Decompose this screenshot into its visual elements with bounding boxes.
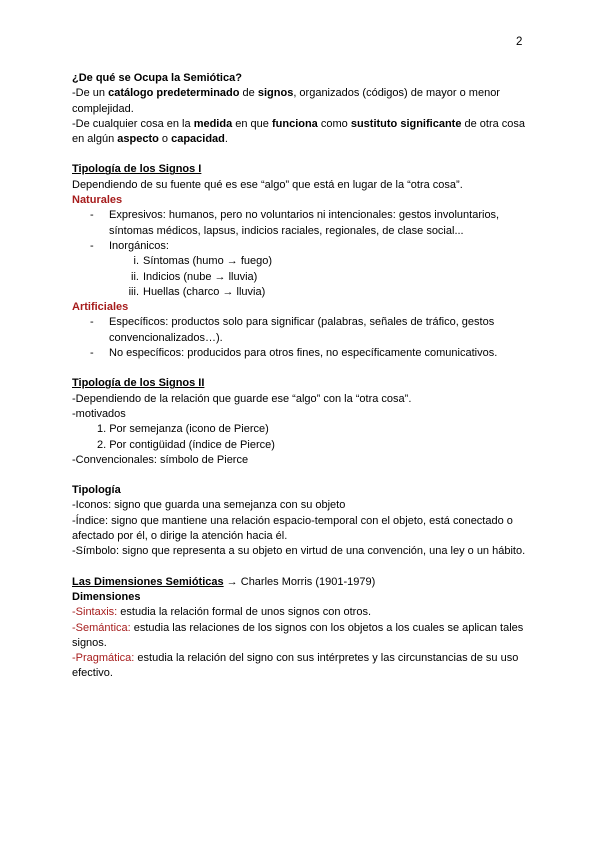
- page-number: 2: [516, 36, 523, 48]
- paragraph-iconos: -Iconos: signo que guarda una semejanza con su objeto: [72, 499, 346, 512]
- section-title-dimensiones-semioticas: Las Dimensiones Semióticas → Charles Morris (1901-1979): [72, 575, 376, 588]
- section-title-tipologia: Tipología: [72, 484, 121, 497]
- list-item: iii. Huellas (charco → lluvia): [128, 285, 266, 298]
- list-item: - Específicos: productos solo para significar (palabras, señales de tráfico, gestos convencionalizados…).: [90, 316, 495, 344]
- paragraph-tipologia-1-intro: Dependiendo de su fuente qué es ese “algo” que está en lugar de la “otra cosa”.: [72, 178, 463, 191]
- paragraph-pragmatica: -Pragmática: estudia la relación del signo con sus intérpretes y las circunstancias de su uso efectivo.: [72, 652, 519, 680]
- paragraph-semantica: -Semántica: estudia las relaciones de los signos con los objetos a los cuales se aplican tales signos.: [72, 621, 524, 649]
- paragraph-catalogo: -De un catálogo predeterminado de signos, organizados (códigos) de mayor o menor complejidad.: [72, 87, 500, 115]
- list-item: - Expresivos: humanos, pero no voluntarios ni intencionales: gestos involuntarios, síntomas médicos, lapsus, indicios raciales, regionales, de clase social...: [90, 209, 500, 237]
- paragraph-sintaxis: -Sintaxis: estudia la relación formal de unos signos con otros.: [72, 606, 372, 619]
- subheading-dimensiones: Dimensiones: [72, 590, 141, 603]
- section-title-semiotica: ¿De qué se Ocupa la Semiótica?: [72, 72, 242, 84]
- paragraph-simbolo: -Símbolo: signo que representa a su objeto en virtud de una convención, una ley o un hábito.: [72, 545, 526, 558]
- paragraph-cualquier-cosa: -De cualquier cosa en la medida en que funciona como sustituto significante de otra cosa en algún aspecto o capacidad.: [72, 117, 526, 146]
- subheading-artificiales: Artificiales: [72, 301, 129, 314]
- document-body: [72, 71, 528, 682]
- list-item: i. Síntomas (humo → fuego): [133, 255, 273, 268]
- list-item: ii. Indicios (nube → lluvia): [131, 270, 258, 283]
- naturales-list: [72, 208, 528, 254]
- list-item: - Inorgánicos:: [90, 239, 169, 252]
- inorganicos-sublist: [72, 254, 528, 300]
- section-title-tipologia-1: Tipología de los Signos I: [72, 163, 202, 176]
- subheading-naturales: Naturales: [72, 194, 123, 207]
- list-item: 1. Por semejanza (icono de Pierce): [97, 423, 269, 436]
- artificiales-list: [72, 315, 528, 361]
- paragraph-convencionales: -Convencionales: símbolo de Pierce: [72, 453, 249, 466]
- list-item: 2. Por contigüidad (índice de Pierce): [97, 438, 275, 451]
- paragraph-motivados: -motivados: [72, 407, 126, 420]
- list-item: - No específicos: producidos para otros fines, no específicamente comunicativos.: [90, 347, 498, 360]
- section-title-tipologia-2: Tipología de los Signos II: [72, 377, 205, 390]
- paragraph-tipologia-2-intro: -Dependiendo de la relación que guarde ese “algo” con la “otra cosa”.: [72, 392, 412, 405]
- paragraph-indice: -Índice: signo que mantiene una relación espacio-temporal con el objeto, está conectado o afectado por él, o dirige la atención hacia él.: [72, 514, 513, 543]
- motivados-list: [72, 422, 528, 453]
